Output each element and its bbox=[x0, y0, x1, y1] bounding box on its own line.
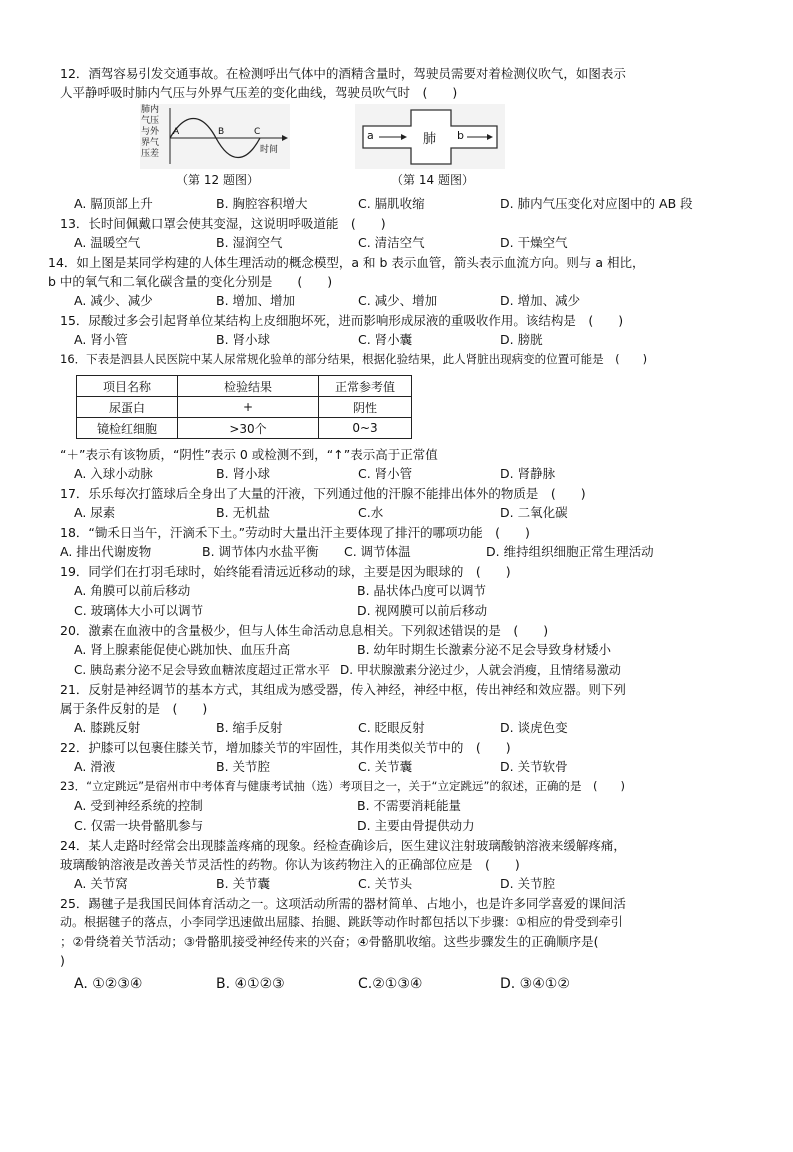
q22-option-b[interactable]: B. 关节腔 bbox=[216, 759, 271, 774]
graph-ylabel-3: 与外 bbox=[141, 127, 160, 137]
urine-test-table bbox=[76, 375, 412, 439]
q20-option-a[interactable]: A. 肾上腺素能促使心跳加快、血压升高 bbox=[74, 642, 291, 657]
q17-option-b[interactable]: B. 无机盐 bbox=[216, 505, 271, 520]
q19-options-row-2 bbox=[74, 601, 740, 621]
q20-stem: 20．激素在血液中的含量极少，但与人体生命活动息息相关。下列叙述错误的是 ( ) bbox=[60, 623, 549, 638]
q19-options-row-1 bbox=[74, 581, 740, 601]
graph-point-c: C bbox=[254, 127, 261, 137]
figure-14-caption: （第 14 题图） bbox=[391, 173, 474, 187]
q15-stem: 15．尿酸过多会引起肾单位某结构上皮细胞坏死，进而影响形成尿液的重吸收作用。该结构是 ( ) bbox=[60, 313, 624, 328]
graph-point-b: B bbox=[218, 127, 225, 137]
q15-option-d[interactable]: D. 膀胱 bbox=[500, 332, 543, 347]
q25-stem-1: 25．踢毽子是我国民间体育活动之一。这项活动所需的器材简单、占地小，也是许多同学喜爱的课间活 bbox=[60, 896, 626, 911]
table-cell: 尿蛋白 bbox=[77, 397, 178, 418]
q24-option-d[interactable]: D. 关节腔 bbox=[500, 876, 556, 891]
exam-page bbox=[48, 64, 740, 994]
q17-options bbox=[74, 503, 740, 523]
q16-note: “＋”表示有该物质，“阴性”表示 0 或检测不到，“↑”表示高于正常值 bbox=[60, 447, 438, 462]
table-header-cell: 项目名称 bbox=[77, 376, 178, 397]
graph-xlabel: 时间 bbox=[260, 145, 279, 155]
q18-option-d[interactable]: D. 维持组织细胞正常生理活动 bbox=[486, 544, 654, 559]
q23-option-d[interactable]: D. 主要由骨提供动力 bbox=[357, 818, 475, 833]
q25-option-a[interactable]: A. ①②③④ bbox=[74, 976, 143, 992]
q17-stem: 17．乐乐每次打篮球后全身出了大量的汗液，下列通过他的汗腺不能排出体外的物质是 ( ) bbox=[60, 486, 586, 501]
q25-stem-2: 动。根据毽子的落点，小李同学迅速做出屈膝、抬腿、跳跃等动作时都包括以下步骤：①相应的骨受到牵引 bbox=[60, 915, 623, 929]
q20-option-b[interactable]: B. 幼年时期生长激素分泌不足会导致身材矮小 bbox=[357, 642, 612, 657]
figure-row bbox=[140, 104, 740, 188]
q21-option-b[interactable]: B. 缩手反射 bbox=[216, 720, 283, 735]
graph-point-a: A bbox=[173, 127, 180, 137]
q23-options-row-2 bbox=[74, 816, 740, 836]
q24-stem-2: 玻璃酸钠溶液是改善关节灵活性的药物。你认为该药物注入的正确部位应是 ( ) bbox=[60, 857, 520, 872]
q19-stem: 19．同学们在打羽毛球时，始终能看清远近移动的球，主要是因为眼球的 ( ) bbox=[60, 564, 511, 579]
q21-stem-1: 21．反射是神经调节的基本方式，其组成为感受器，传入神经，神经中枢，传出神经和效应器。则下列 bbox=[60, 682, 626, 697]
q25-stem-4: ) bbox=[60, 953, 65, 968]
q21-stem-2: 属于条件反射的是 ( ) bbox=[60, 701, 208, 716]
q18-option-a[interactable]: A. 排出代谢废物 bbox=[60, 544, 152, 559]
lung-blood-flow-model bbox=[355, 104, 505, 169]
q25-options bbox=[74, 974, 740, 994]
q12-options bbox=[74, 194, 740, 214]
table-cell: 阴性 bbox=[319, 397, 412, 418]
q13-option-d[interactable]: D. 干燥空气 bbox=[500, 235, 568, 250]
q12-option-b[interactable]: B. 胸腔容积增大 bbox=[216, 196, 308, 211]
q24-options bbox=[74, 874, 740, 894]
q14-stem-1: 14．如上图是某同学构建的人体生理活动的概念模型，a 和 b 表示血管，箭头表示血流方向。则与 a 相比， bbox=[48, 255, 645, 270]
table-header-row bbox=[77, 376, 412, 397]
q20-option-d[interactable]: D. 甲状腺激素分泌过少，人就会消瘦，且情绪易激动 bbox=[340, 663, 621, 677]
table-cell: 0~3 bbox=[319, 418, 412, 439]
figure-12-caption: （第 12 题图） bbox=[176, 173, 259, 187]
q21-option-a[interactable]: A. 膝跳反射 bbox=[74, 720, 141, 735]
table-cell: 镜检红细胞 bbox=[77, 418, 178, 439]
q16-option-d[interactable]: D. 肾静脉 bbox=[500, 466, 556, 481]
q16-options bbox=[74, 464, 740, 484]
q20-option-c[interactable]: C. 胰岛素分泌不足会导致血糖浓度超过正常水平 bbox=[74, 663, 331, 677]
q19-option-a[interactable]: A. 角膜可以前后移动 bbox=[74, 583, 191, 598]
q16-option-b[interactable]: B. 肾小球 bbox=[216, 466, 271, 481]
q14-stem-2: b 中的氧气和二氧化碳含量的变化分别是 ( ) bbox=[48, 274, 333, 289]
q21-options bbox=[74, 718, 740, 738]
vessel-b-label: b bbox=[457, 129, 464, 142]
q14-option-b[interactable]: B. 增加、增加 bbox=[216, 293, 296, 308]
q23-stem: 23．“立定跳远”是宿州市中考体育与健康考试抽（选）考项目之一，关于“立定跳远”的叙述，正确的是 ( ) bbox=[60, 779, 625, 793]
q23-options-row-1 bbox=[74, 796, 740, 816]
q23-option-c[interactable]: C. 仅需一块骨骼肌参与 bbox=[74, 818, 204, 833]
q12-stem-2: 人平静呼吸时肺内气压与外界气压差的变化曲线，驾驶员吹气时 ( ) bbox=[60, 85, 458, 100]
q12-option-a[interactable]: A. 膈顶部上升 bbox=[74, 196, 153, 211]
lung-label: 肺 bbox=[423, 132, 437, 147]
q22-stem: 22．护膝可以包裹住膝关节，增加膝关节的牢固性，其作用类似关节中的 ( ) bbox=[60, 740, 511, 755]
q12-option-c[interactable]: C. 膈肌收缩 bbox=[358, 196, 425, 211]
q25-option-b[interactable]: B. ④①②③ bbox=[216, 976, 285, 992]
graph-ylabel-4: 界气 bbox=[141, 138, 160, 148]
q21-option-c[interactable]: C. 眨眼反射 bbox=[358, 720, 425, 735]
q20-options-row-2 bbox=[74, 660, 740, 680]
q24-option-b[interactable]: B. 关节囊 bbox=[216, 876, 271, 891]
q12-stem-1: 12．酒驾容易引发交通事故。在检测呼出气体中的酒精含量时，驾驶员需要对着检测仪吹气，如图表示 bbox=[60, 66, 626, 81]
q14-option-c[interactable]: C. 减少、增加 bbox=[358, 293, 438, 308]
graph-ylabel-1: 肺内 bbox=[141, 105, 160, 115]
q12-option-d[interactable]: D. 肺内气压变化对应图中的 AB 段 bbox=[500, 196, 693, 211]
q15-options bbox=[74, 330, 740, 350]
q13-option-b[interactable]: B. 湿润空气 bbox=[216, 235, 283, 250]
q19-option-d[interactable]: D. 视网膜可以前后移动 bbox=[357, 603, 488, 618]
q16-option-a[interactable]: A. 入球小动脉 bbox=[74, 466, 153, 481]
q17-option-d[interactable]: D. 二氧化碳 bbox=[500, 505, 568, 520]
q14-option-a[interactable]: A. 减少、减少 bbox=[74, 293, 153, 308]
q18-options bbox=[60, 542, 740, 562]
q17-option-a[interactable]: A. 尿素 bbox=[74, 505, 116, 520]
q13-options bbox=[74, 233, 740, 253]
q15-option-b[interactable]: B. 肾小球 bbox=[216, 332, 271, 347]
q14-option-d[interactable]: D. 增加、减少 bbox=[500, 293, 581, 308]
q24-option-a[interactable]: A. 关节窝 bbox=[74, 876, 128, 891]
q24-stem-1: 24．某人走路时经常会出现膝盖疼痛的现象。经检查确诊后，医生建议注射玻璃酸钠溶液来缓解疼痛， bbox=[60, 838, 626, 853]
pressure-curve-graph bbox=[140, 104, 290, 169]
q22-options bbox=[74, 757, 740, 777]
q18-option-c[interactable]: C. 调节体温 bbox=[344, 544, 411, 559]
q18-stem: 18．“锄禾日当午，汗滴禾下土。”劳动时大量出汗主要体现了排汗的哪项功能 ( ) bbox=[60, 525, 530, 540]
figure-12 bbox=[140, 104, 295, 188]
q25-option-c[interactable]: C.②①③④ bbox=[358, 976, 423, 992]
graph-ylabel-5: 压差 bbox=[141, 149, 160, 159]
q24-option-c[interactable]: C. 关节头 bbox=[358, 876, 413, 891]
q25-stem-3: ；②骨绕着关节活动；③骨骼肌接受神经传来的兴奋；④骨骼肌收缩。这些步骤发生的正确顺序是( bbox=[60, 934, 599, 949]
graph-ylabel-2: 气压 bbox=[141, 116, 160, 126]
figure-14 bbox=[355, 104, 510, 188]
q14-options bbox=[74, 291, 740, 311]
q19-option-c[interactable]: C. 玻璃体大小可以调节 bbox=[74, 603, 204, 618]
q17-option-c[interactable]: C.水 bbox=[358, 505, 384, 520]
table-row bbox=[77, 397, 412, 418]
q15-option-c[interactable]: C. 肾小囊 bbox=[358, 332, 413, 347]
q25-option-d[interactable]: D. ③④①② bbox=[500, 976, 570, 992]
table-header-cell: 检验结果 bbox=[178, 376, 319, 397]
table-cell: >30个 bbox=[178, 418, 319, 439]
q18-option-b[interactable]: B. 调节体内水盐平衡 bbox=[202, 544, 319, 559]
q23-option-b[interactable]: B. 不需要消耗能量 bbox=[357, 798, 462, 813]
q19-option-b[interactable]: B. 晶状体凸度可以调节 bbox=[357, 583, 487, 598]
table-cell: + bbox=[178, 397, 319, 418]
q22-option-a[interactable]: A. 滑液 bbox=[74, 759, 116, 774]
table-header-cell: 正常参考值 bbox=[319, 376, 412, 397]
q23-option-a[interactable]: A. 受到神经系统的控制 bbox=[74, 798, 203, 813]
q22-option-c[interactable]: C. 关节囊 bbox=[358, 759, 413, 774]
q16-option-c[interactable]: C. 肾小管 bbox=[358, 466, 413, 481]
q13-option-a[interactable]: A. 温暖空气 bbox=[74, 235, 141, 250]
table-row bbox=[77, 418, 412, 439]
vessel-a-label: a bbox=[367, 129, 374, 142]
q20-options-row-1 bbox=[74, 640, 740, 660]
q16-stem: 16．下表是泗县人民医院中某人尿常规化验单的部分结果，根据化验结果，此人肾脏出现病变的位置可能是 ( ) bbox=[60, 352, 648, 366]
q13-stem: 13．长时间佩戴口罩会使其变湿，这说明呼吸道能 ( ) bbox=[60, 216, 386, 231]
q21-option-d[interactable]: D. 谈虎色变 bbox=[500, 720, 568, 735]
q15-option-a[interactable]: A. 肾小管 bbox=[74, 332, 128, 347]
q13-option-c[interactable]: C. 清洁空气 bbox=[358, 235, 425, 250]
q22-option-d[interactable]: D. 关节软骨 bbox=[500, 759, 568, 774]
